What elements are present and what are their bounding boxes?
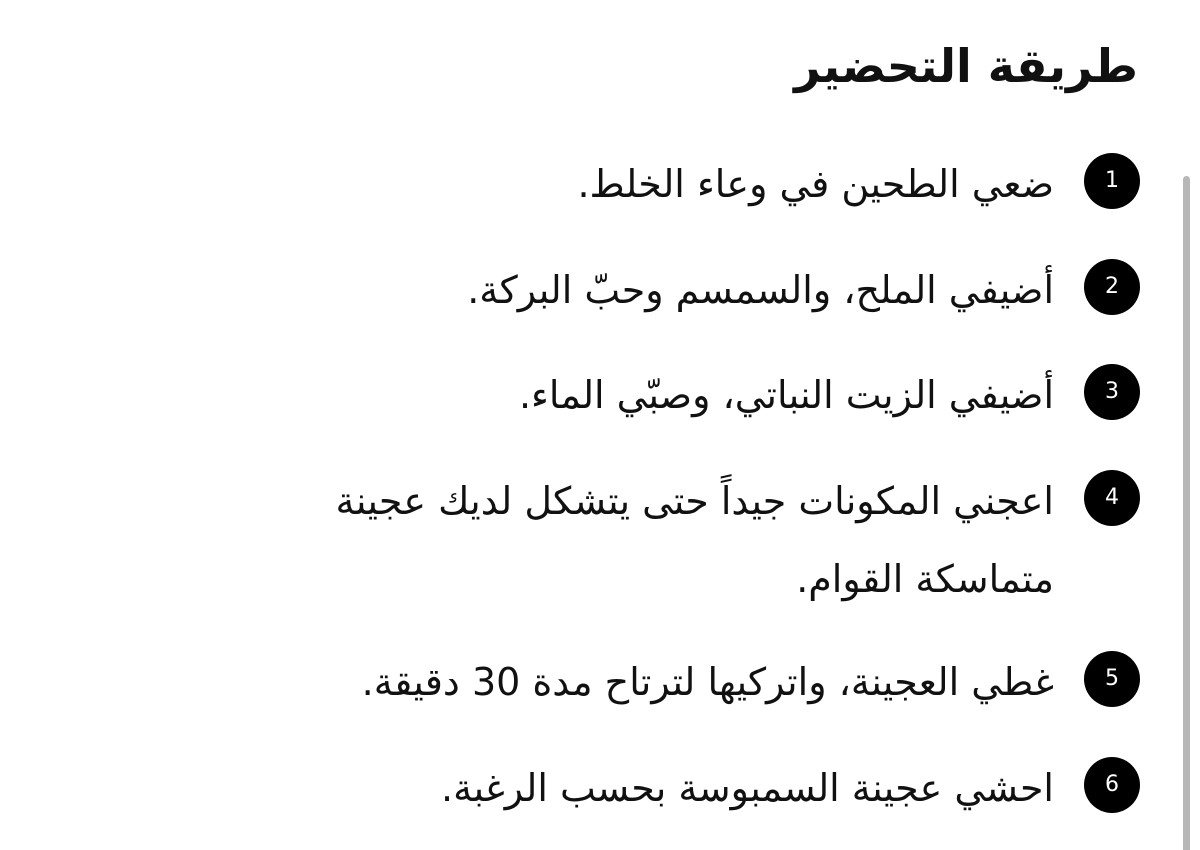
vertical-scrollbar[interactable] (1181, 176, 1193, 850)
step-text: أضيفي الملح، والسمسم وحبّ البركة. (467, 268, 1054, 312)
step-text: اعجني المكونات جيداً حتى يتشكل لديك عجينة متماسكة القوام. (335, 479, 1054, 601)
step-number-badge: 2 (1084, 259, 1140, 315)
section-title: طريقة التحضير (794, 39, 1138, 93)
step-number-badge: 5 (1084, 651, 1140, 707)
step-number-badge: 1 (1084, 153, 1140, 209)
step-number-badge: 3 (1084, 364, 1140, 420)
step-text: ضعي الطحين في وعاء الخلط. (577, 162, 1054, 206)
step-number-badge: 6 (1084, 757, 1140, 813)
step-text: أضيفي الزيت النباتي، وصبّي الماء. (518, 373, 1054, 417)
scrollbar-thumb[interactable] (1183, 176, 1190, 850)
step-text: غطي العجينة، واتركيها لترتاح مدة 30 دقيقة. (361, 660, 1054, 704)
step-number-badge: 4 (1084, 470, 1140, 526)
step-text: احشي عجينة السمبوسة بحسب الرغبة. (441, 766, 1054, 810)
